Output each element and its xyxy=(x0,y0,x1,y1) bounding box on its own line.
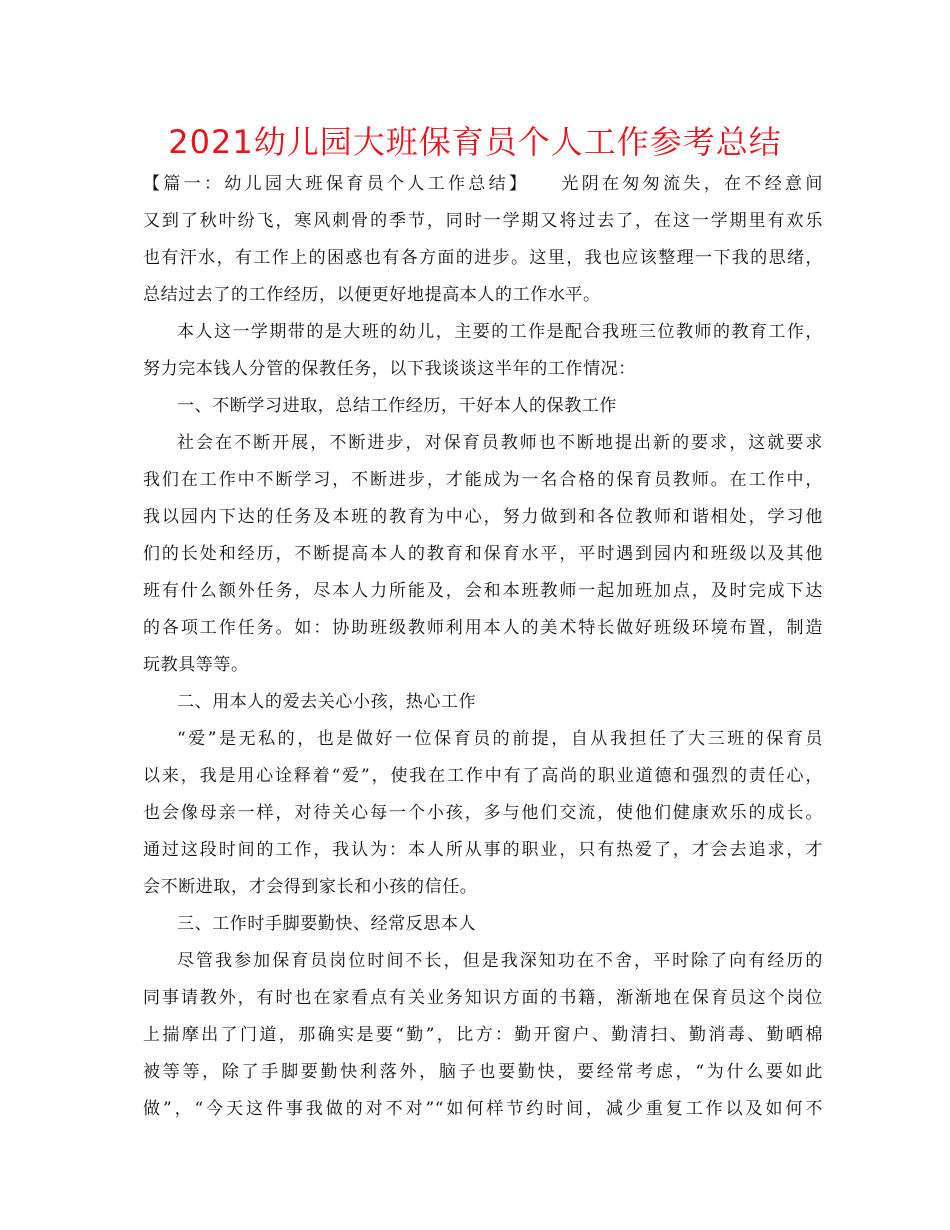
paragraph-line: 我以园内下达的任务及本班的教育为中心，努力做到和各位教师和谐相处，学习他 xyxy=(143,507,823,527)
document-title: 2021幼儿园大班保育员个人工作参考总结 xyxy=(168,123,782,161)
paragraph-line: 我们在工作中不断学习，不断进步，才能成为一名合格的保育员教师。在工作中， xyxy=(143,470,823,490)
paragraph-line: 做”，“今天这件事我做的对不对”“如何样节约时间，减少重复工作以及如何不 xyxy=(143,1099,823,1119)
paragraph-line: “爱”是无私的，也是做好一位保育员的前提，自从我担任了大三班的保育员 xyxy=(177,729,823,749)
paragraph-line: 以来，我是用心诠释着“爱”，使我在工作中有了高尚的职业道德和强烈的责任心， xyxy=(143,766,823,786)
paragraph-line: 总结过去了的工作经历，以便更好地提高本人的工作水平。 xyxy=(143,285,601,305)
paragraph-line: 同事请教外，有时也在家看点有关业务知识方面的书籍，渐渐地在保育员这个岗位 xyxy=(143,988,823,1008)
paragraph-line: 也会像母亲一样，对待关心每一个小孩，多与他们交流，使他们健康欢乐的成长。 xyxy=(143,803,823,823)
paragraph-line: 玩教具等等。 xyxy=(143,655,249,675)
paragraph-line: 也有汗水，有工作上的困惑也有各方面的进步。这里，我也应该整理一下我的思绪， xyxy=(143,248,823,268)
paragraph-line: 的各项工作任务。如：协助班级教师利用本人的美术特长做好班级环境布置，制造 xyxy=(143,618,823,638)
paragraph-line: 【篇一：幼儿园大班保育员个人工作总结】 光阴在匆匆流失，在不经意间 xyxy=(143,174,823,194)
paragraph-line: 们的长处和经历，不断提高本人的教育和保育水平，平时遇到园内和班级以及其他 xyxy=(143,544,823,564)
paragraph-line: 又到了秋叶纷飞，寒风刺骨的季节，同时一学期又将过去了，在这一学期里有欢乐 xyxy=(143,211,823,231)
section-heading: 三、工作时手脚要勤快、经常反思本人 xyxy=(177,914,477,934)
paragraph-line: 本人这一学期带的是大班的幼儿，主要的工作是配合我班三位教师的教育工作， xyxy=(177,322,823,342)
paragraph-line: 努力完本钱人分管的保教任务，以下我谈谈这半年的工作情况： xyxy=(143,359,636,379)
paragraph-line: 上揣摩出了门道，那确实是要“勤”，比方：勤开窗户、勤清扫、勤消毒、勤晒棉 xyxy=(143,1025,823,1045)
paragraph-line: 尽管我参加保育员岗位时间不长，但是我深知功在不舍，平时除了向有经历的 xyxy=(177,951,823,971)
paragraph-line: 通过这段时间的工作，我认为：本人所从事的职业，只有热爱了，才会去追求，才 xyxy=(143,840,823,860)
section-heading: 二、用本人的爱去关心小孩，热心工作 xyxy=(177,692,477,712)
paragraph-line: 社会在不断开展，不断进步，对保育员教师也不断地提出新的要求，这就要求 xyxy=(177,433,823,453)
paragraph-line: 班有什么额外任务，尽本人力所能及，会和本班教师一起加班加点，及时完成下达 xyxy=(143,581,823,601)
section-heading: 一、不断学习进取，总结工作经历，干好本人的保教工作 xyxy=(177,396,617,416)
paragraph-line: 被等等，除了手脚要勤快利落外，脑子也要勤快，要经常考虑，“为什么要如此 xyxy=(143,1062,823,1082)
paragraph-line: 会不断进取，才会得到家长和小孩的信任。 xyxy=(143,877,478,897)
